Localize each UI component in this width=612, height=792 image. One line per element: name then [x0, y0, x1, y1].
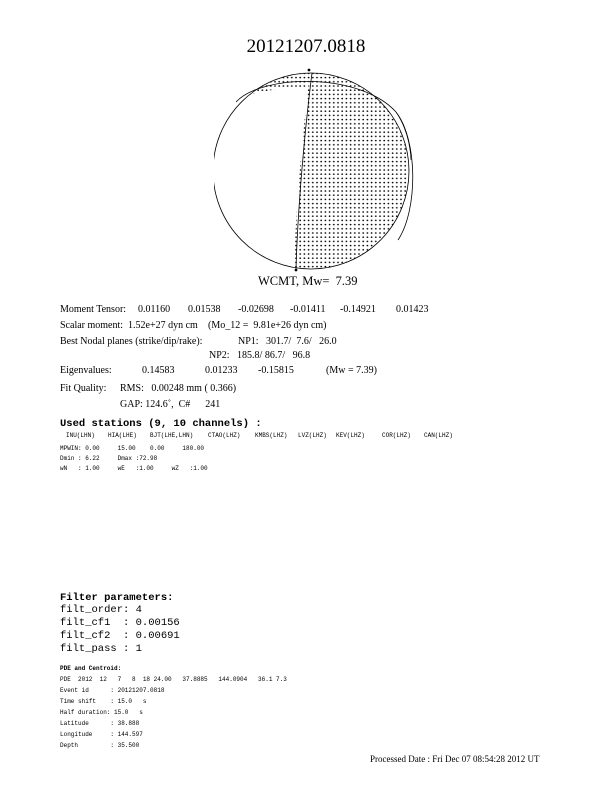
station-cor: COR(LHZ): [382, 432, 411, 439]
filter-pass: filt_pass : 1: [60, 643, 142, 655]
eigenvalues-label: Eigenvalues:: [60, 365, 112, 376]
mt-value-2: 0.01538: [188, 304, 221, 315]
station-lvz: LVZ(LHZ): [298, 432, 327, 439]
processed-date: Processed Date : Fri Dec 07 08:54:28 2012 UT: [370, 754, 540, 764]
dmin-line: Dmin : 6.22 Dmax :72.98: [60, 455, 158, 462]
mt-value-3: -0.02698: [238, 304, 274, 315]
filter-cf1: filt_cf1 : 0.00156: [60, 617, 180, 629]
longitude: Longitude : 144.597: [60, 731, 143, 738]
nodal-plane-2-values: NP2: 185.8/ 86.7/ 96.8: [209, 350, 311, 361]
beachball-diagram: [214, 66, 414, 276]
scalar-moment: Scalar moment: 1.52e+27 dyn cm: [60, 320, 198, 331]
event-id: Event id : 20121207.0818: [60, 687, 165, 694]
moment-tensor-label: Moment Tensor:: [60, 304, 127, 315]
nodal-plane-1-values: NP1: 301.7/ 7.6/ 26.0: [238, 336, 337, 347]
p-axis-marker: [308, 69, 311, 72]
station-hia: HIA(LHE): [108, 432, 137, 439]
eigenvalue-1: 0.14583: [142, 365, 175, 376]
beachball-label: WCMT, Mw= 7.39: [258, 274, 358, 288]
depth: Depth : 35.500: [60, 742, 140, 749]
fit-quality-gap: GAP: 124.6˚, C# 241: [120, 399, 221, 410]
mpwin-line: MPWIN: 0.00 15.00 0.00 180.00: [60, 445, 205, 452]
scalar-moment-mo12: (Mo_12 = 9.81e+26 dyn cm): [208, 320, 327, 331]
station-bjt: BJT(LHE,LHN): [150, 432, 194, 439]
filter-heading: Filter parameters:: [60, 592, 174, 604]
eigenvalue-3: -0.15815: [258, 365, 294, 376]
pde-heading: PDE and Centroid:: [60, 665, 122, 672]
station-kev: KEV(LHZ): [336, 432, 365, 439]
filter-order: filt_order: 4: [60, 604, 142, 616]
station-kmbs: KMBS(LHZ): [255, 432, 288, 439]
fit-quality-rms: RMS: 0.00248 mm ( 0.366): [120, 383, 237, 394]
compressional-quadrant: [294, 73, 414, 268]
mt-value-5: -0.14921: [340, 304, 376, 315]
nodal-planes-label: Best Nodal planes (strike/dip/rake):: [60, 336, 203, 347]
eigenvalue-2: 0.01233: [205, 365, 238, 376]
half-duration: Half duration: 15.0 s: [60, 709, 143, 716]
filter-cf2: filt_cf2 : 0.00691: [60, 630, 180, 642]
station-inu: INU(LHN): [66, 432, 95, 439]
fit-quality-label: Fit Quality:: [60, 383, 107, 394]
station-ctao: CTAO(LHZ): [208, 432, 241, 439]
mt-value-4: -0.01411: [290, 304, 326, 315]
page-title: 20121207.0818: [246, 36, 366, 57]
mt-value-6: 0.01423: [396, 304, 429, 315]
t-axis-marker: [295, 269, 298, 272]
used-stations-heading: Used stations (9, 10 channels) :: [60, 418, 262, 430]
latitude: Latitude : 38.888: [60, 720, 140, 727]
weights-line: wN : 1.00 wE :1.00 wZ :1.00: [60, 465, 208, 472]
station-can: CAN(LHZ): [424, 432, 453, 439]
pde-line: PDE 2012 12 7 8 18 24.00 37.8885 144.0904 36.1 7.3: [60, 676, 287, 683]
time-shift: Time shift : 15.0 s: [60, 698, 147, 705]
eigenvalue-mw: (Mw = 7.39): [326, 365, 377, 376]
mt-value-1: 0.01160: [138, 304, 171, 315]
